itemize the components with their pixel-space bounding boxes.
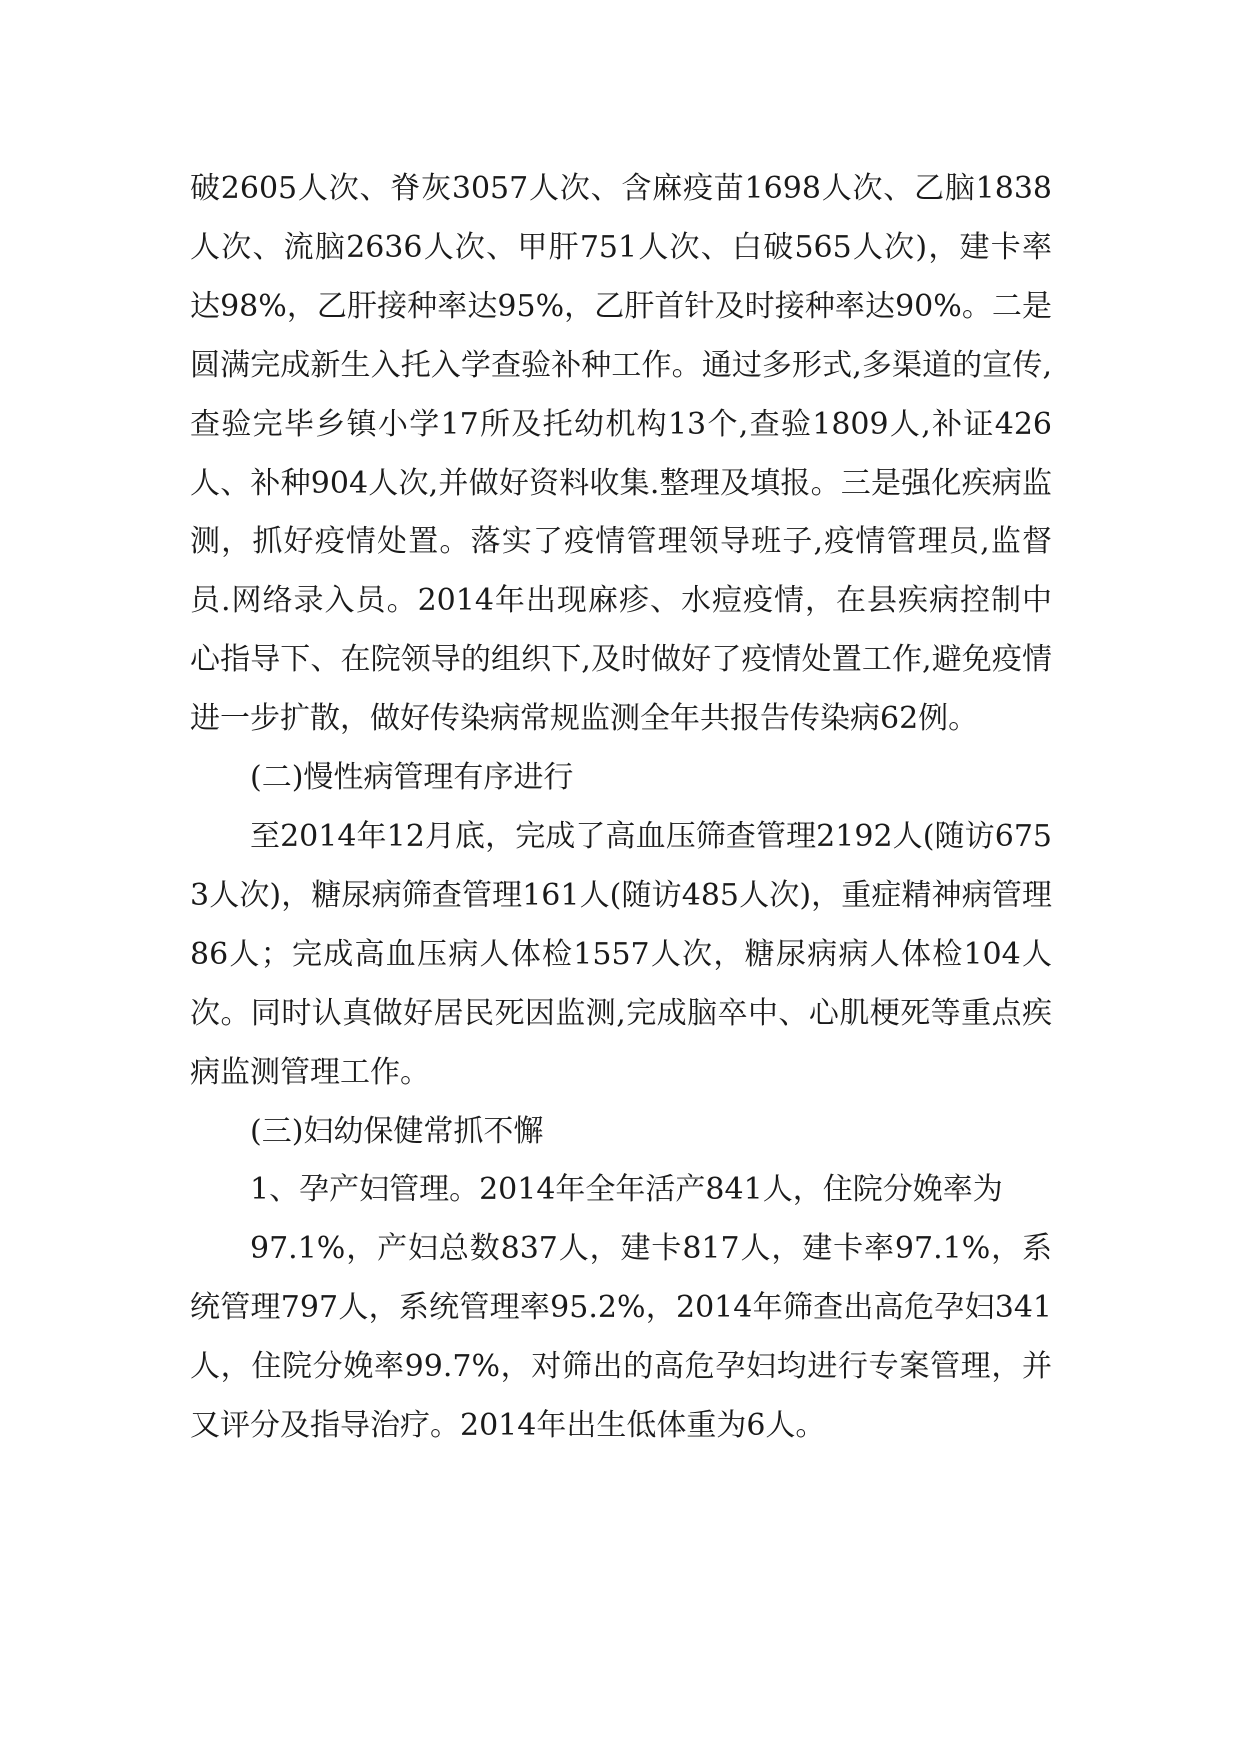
paragraph-chronic-disease: 至2014年12月底，完成了高血压筛查管理2192人(随访6753人次)，糖尿病筛查管理161人(随访485人次)，重症精神病管理86人；完成高血压病人体检1557人次，糖尿病病人体检104人次。同时认真做好居民死因监测,完成脑卒中、心肌梗死等重点疾病监测管理工作。: [190, 818, 1052, 1090]
paragraph-maternal-management-stats: 97.1%，产妇总数837人，建卡817人，建卡率97.1%，系统管理797人，系统管理率95.2%，2014年筛查出高危孕妇341人，住院分娩率99.7%，对筛出的高危孕妇均进行专案管理，并又评分及指导治疗。2014年出生低体重为6人。: [190, 1231, 1052, 1444]
heading-chronic-disease: (二)慢性病管理有序进行: [250, 760, 574, 796]
paragraph-maternal-management-intro: 1、孕产妇管理。2014年全年活产841人，住院分娩率为: [250, 1172, 1003, 1208]
paragraph-vaccination-summary: 破2605人次、脊灰3057人次、含麻疫苗1698人次、乙脑1838人次、流脑2636人次、甲肝751人次、白破565人次)，建卡率达98%，乙肝接种率达95%，乙肝首针及时接种率达90%。二是圆满完成新生入托入学查验补种工作。通过多形式,多渠道的宣传,查验完毕乡镇小学17所及托幼机构13个,查验1809人,补证426人、补种904人次,并做好资料收集.整理及填报。三是强化疾病监测，抓好疫情处置。落实了疫情管理领导班子,疫情管理员,监督员.网络录入员。2014年出现麻疹、水痘疫情，在县疾病控制中心指导下、在院领导的组织下,及时做好了疫情处置工作,避免疫情进一步扩散，做好传染病常规监测全年共报告传染病62例。: [190, 171, 1052, 737]
heading-maternal-child-health: (三)妇幼保健常抓不懈: [250, 1113, 544, 1149]
document-body: [190, 160, 1052, 1456]
